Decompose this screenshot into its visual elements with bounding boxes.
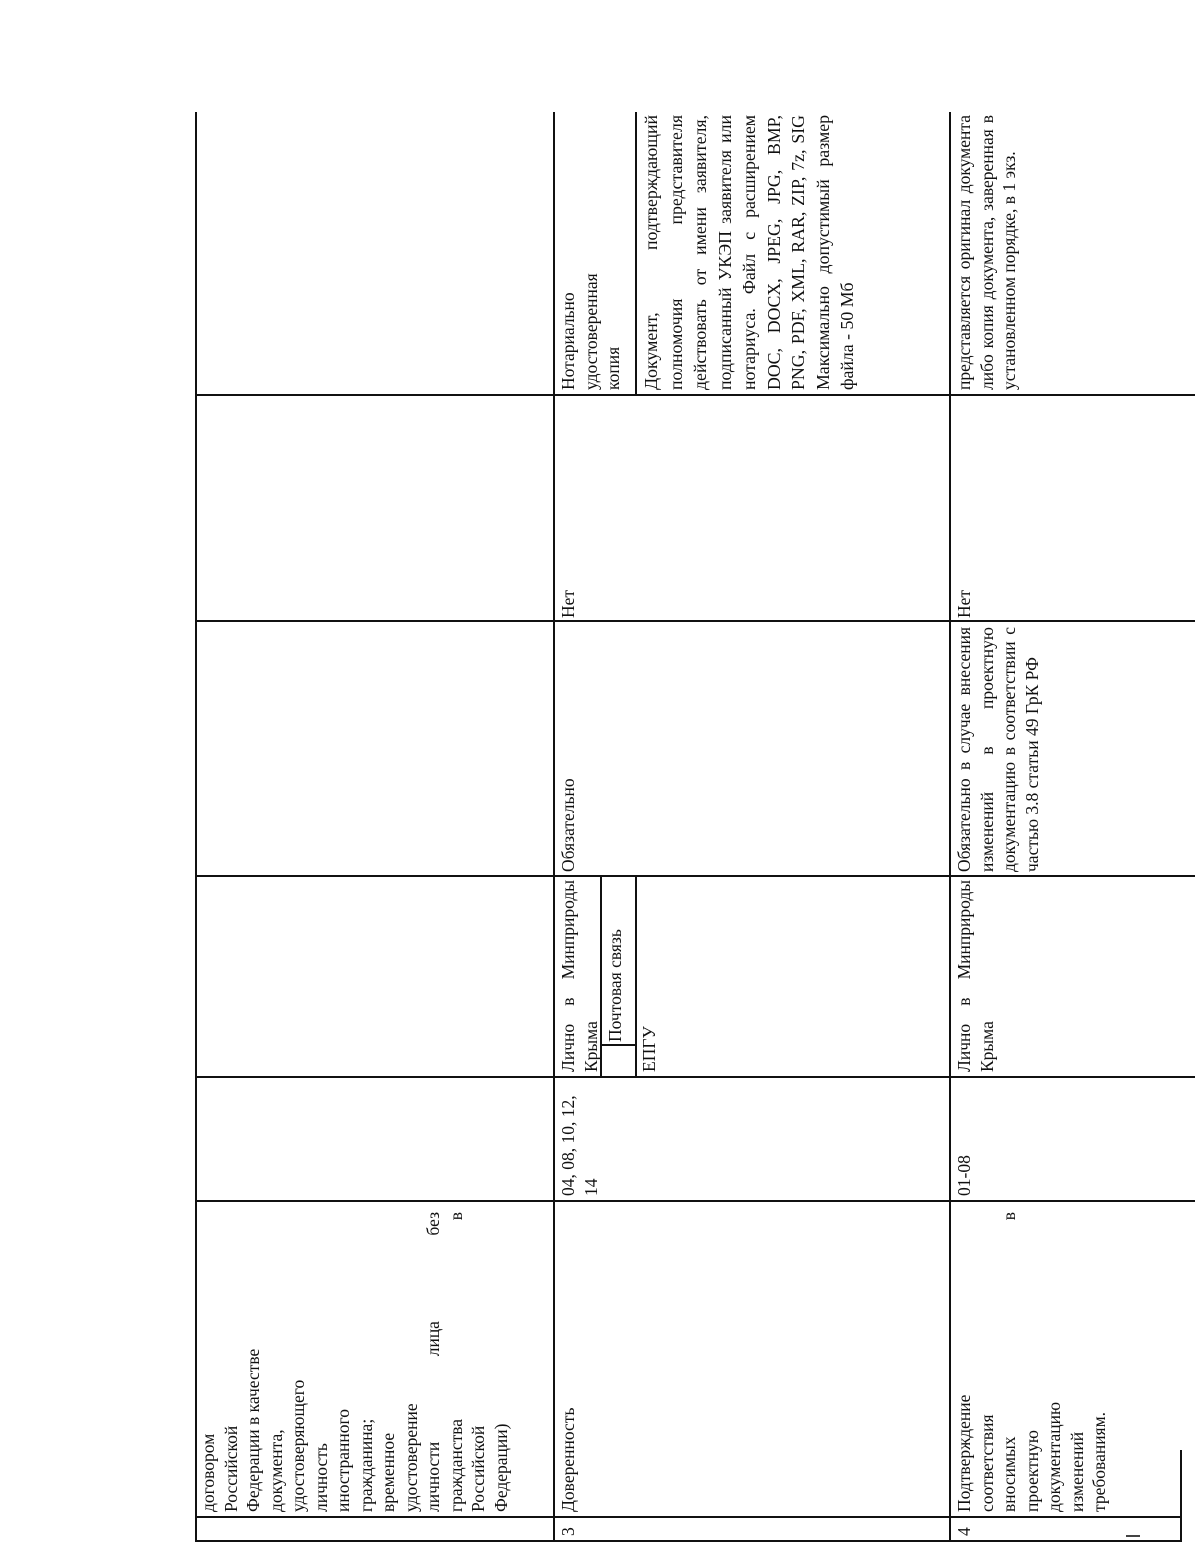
text-line: соответствия [976,1414,997,1512]
row3-form-electronic: Документ, подтверждающий полномочия представителя действовать от имени заявителя, подписанный УКЭП заявителя или нотариуса. Файл с расширением DOC, DOCX, JPEG, JPG, BMP, PNG, PDF, XML, RAR, ZIP, 7z, SIG Максимально допустимый размер файла - 50 Мб [641,115,857,390]
row3-interdept: Нет [558,589,578,618]
text-line: Федерации) [490,1423,511,1512]
text-line: Подтверждение [954,1394,974,1512]
row-prev-name-cell [197,1212,512,1512]
text-line: личности лица без [423,1212,443,1512]
row3-form-notarial: Нотариально удостоверенная копия [558,273,623,390]
row4-codes: 01-08 [954,1155,974,1196]
row4-channel: Лично в Минприроды Крыма [954,880,997,1072]
text-line: Российской [468,1425,488,1512]
row3-required: Обязательно [558,778,578,872]
text-line: удостоверяющего [288,1379,308,1512]
text-line: проектную [1021,1430,1042,1512]
row4-interdept: Нет [954,589,974,618]
row3-codes: 04, 08, 10, 12, 14 [558,1095,601,1196]
row4-name-lines [953,1212,1111,1512]
row3-channel-personal: Лично в Минприроды Крыма [558,880,601,1072]
text-line: Федерации в качестве [243,1348,263,1512]
col-line-4 [195,1076,1195,1078]
channel-divider-2 [635,877,637,1076]
text-line: личность [310,1443,331,1512]
row4-form: представляется оригинал документа либо копия документа, заверенная в установленном порядке, в 1 экз. [954,115,1019,390]
text-line: Российской [220,1425,241,1512]
col-line-1 [195,1540,1180,1542]
row3-channel-epgu: ЕПГУ [639,1026,659,1072]
text-line: документацию [1044,1401,1064,1512]
row4-number: 4 [954,1527,974,1536]
row3-doc-name: Доверенность [558,1407,578,1512]
text-line: документа, [265,1429,286,1512]
page-edge-mark [1126,1535,1140,1537]
text-line: временное [378,1432,398,1512]
col-line-5 [195,875,1195,877]
form-divider [635,112,637,394]
text-line: требованиям. [1089,1411,1109,1512]
row4-required-end [949,620,1195,622]
text-line: иностранного [333,1408,353,1512]
row4-partial-line [1180,1450,1182,1542]
channel-sub-vertical [602,1044,635,1046]
row3-bottom-line [949,112,951,1542]
row-prev-name-lines [197,1212,512,1512]
row4-required: Обязательно в случае внесения изменений в проектную документацию в соответствии с частью 3.8 статьи 49 ГрК РФ [954,627,1042,872]
text-line: изменений [1066,1431,1087,1512]
row4-name-cell [953,1212,1111,1512]
col-line-3 [195,1200,1195,1202]
row3-channel-post: Почтовая связь [605,929,625,1042]
row-prev-bottom-line [553,112,555,1542]
row3-number: 3 [558,1527,578,1536]
text-line: договором [198,1433,218,1512]
col-line-2 [195,1516,1180,1518]
channel-sub-vertical-2 [602,875,635,877]
text-line: удостоверение [400,1403,421,1512]
text-line: гражданства в [445,1212,466,1512]
col-line-7 [195,394,1195,396]
rotated-table [195,92,1195,1542]
text-line: вносимых в [999,1212,1019,1512]
text-line: гражданина; [355,1418,376,1512]
